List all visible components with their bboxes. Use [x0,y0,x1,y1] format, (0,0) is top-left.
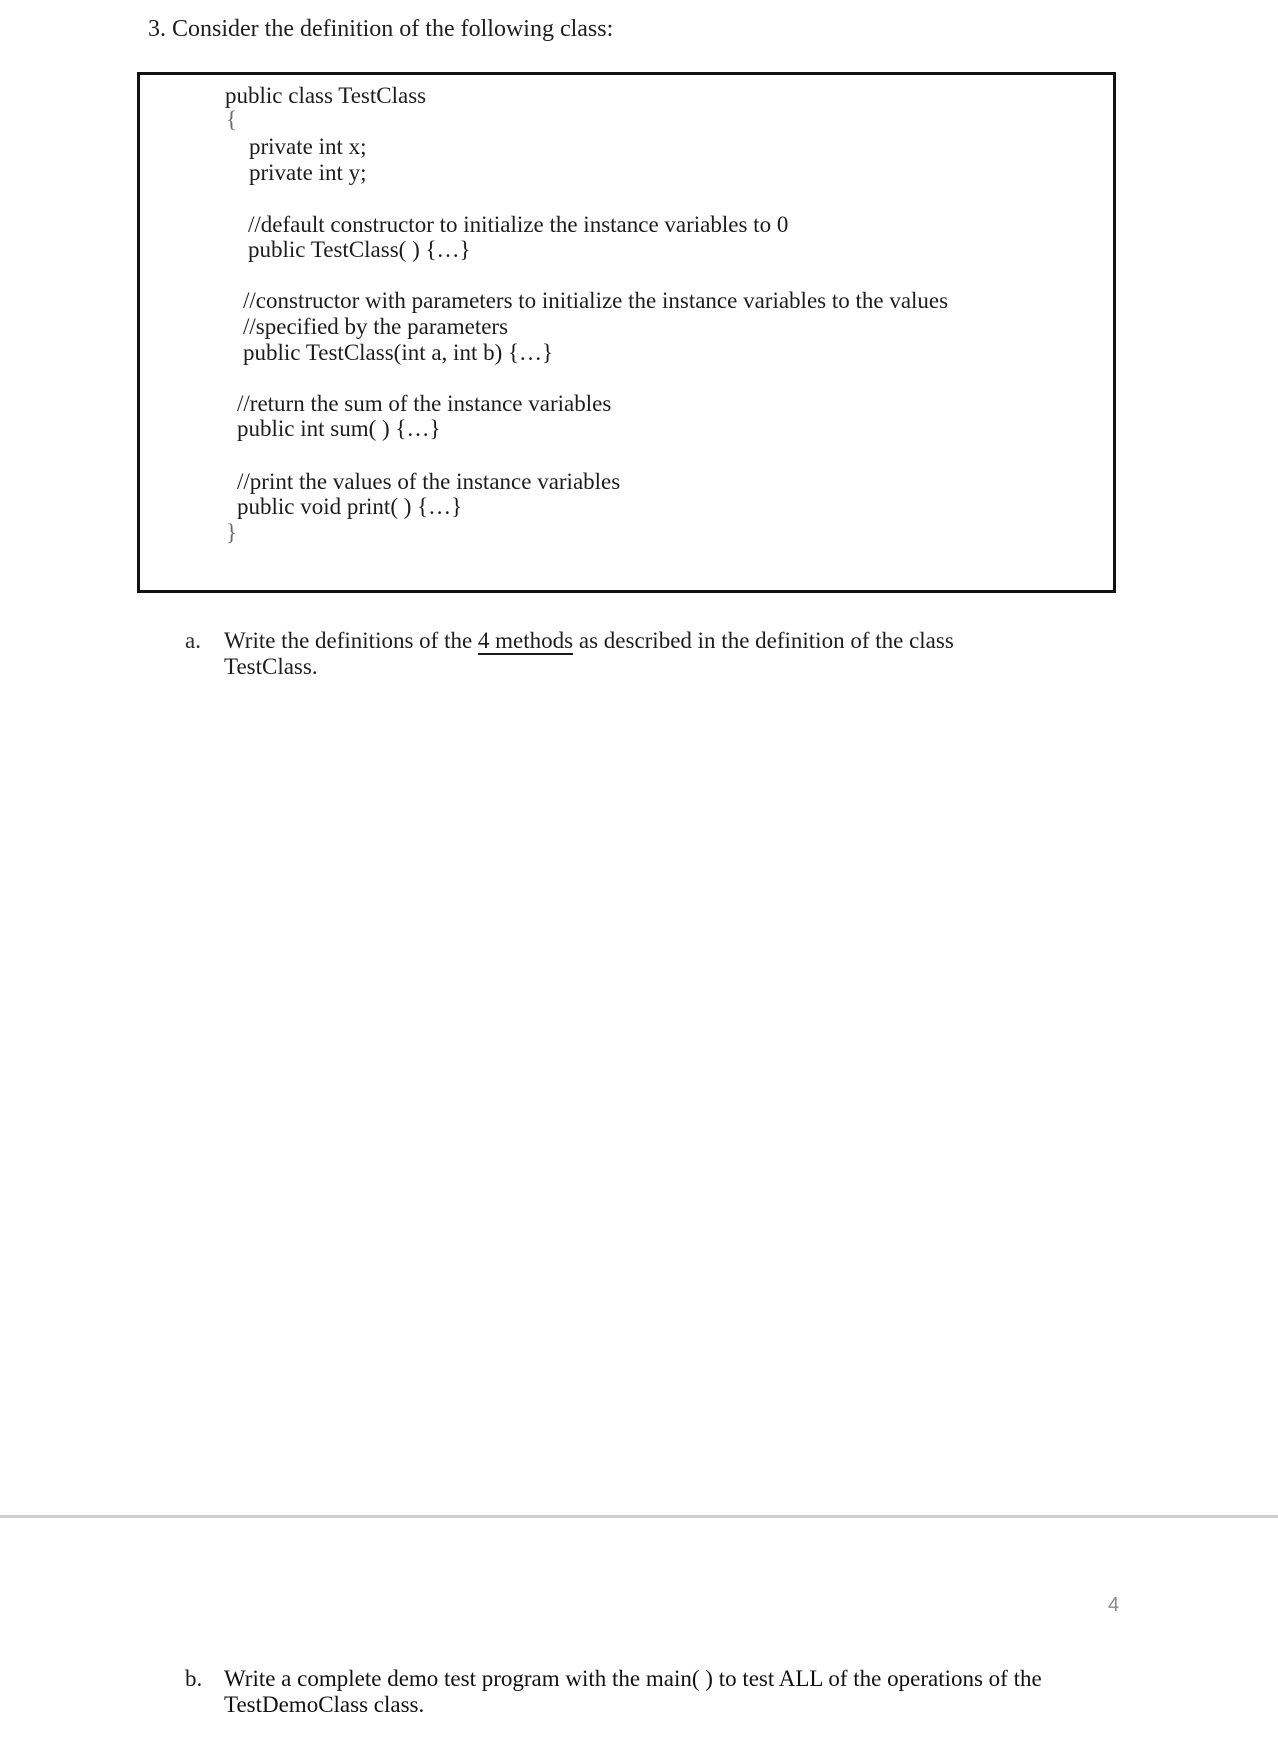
part-a-text-before: Write the definitions of the [224,628,478,653]
param-constructor-comment-line2: //specified by the parameters [243,314,509,339]
part-b-marker: b. [185,1666,203,1691]
part-a-text-line1 [224,628,954,654]
part-a-text-line2: TestClass. [224,654,318,679]
class-open-brace: { [226,107,238,132]
page-number: 4 [1108,1594,1120,1616]
part-a-text-after: as described in the definition of the class [573,628,954,653]
param-constructor-comment-line1: //constructor with parameters to initialize the instance variables to the values [243,288,949,313]
sum-method-comment: //return the sum of the instance variables [237,391,612,416]
class-close-brace: } [226,520,238,545]
class-definition-box [137,72,1116,593]
class-declaration: public class TestClass [225,83,427,108]
default-constructor-comment: //default constructor to initialize the instance variables to 0 [248,212,789,237]
field-y-declaration: private int y; [249,160,367,185]
print-method-signature: public void print( ) {…} [237,494,463,519]
sum-method-signature: public int sum( ) {…} [237,416,441,441]
default-constructor-signature: public TestClass( ) {…} [248,237,471,262]
print-method-comment: //print the values of the instance variables [237,469,621,494]
param-constructor-signature: public TestClass(int a, int b) {…} [243,340,554,365]
question-heading: 3. Consider the definition of the following class: [148,16,614,42]
part-a-marker: a. [185,628,201,653]
part-b-text-line1: Write a complete demo test program with the main( ) to test ALL of the operations of the [224,1666,1042,1691]
page-divider [0,1515,1278,1518]
field-x-declaration: private int x; [249,134,367,159]
part-b-text-line2: TestDemoClass class. [224,1692,425,1717]
part-a-underlined-text: 4 methods [477,628,574,653]
